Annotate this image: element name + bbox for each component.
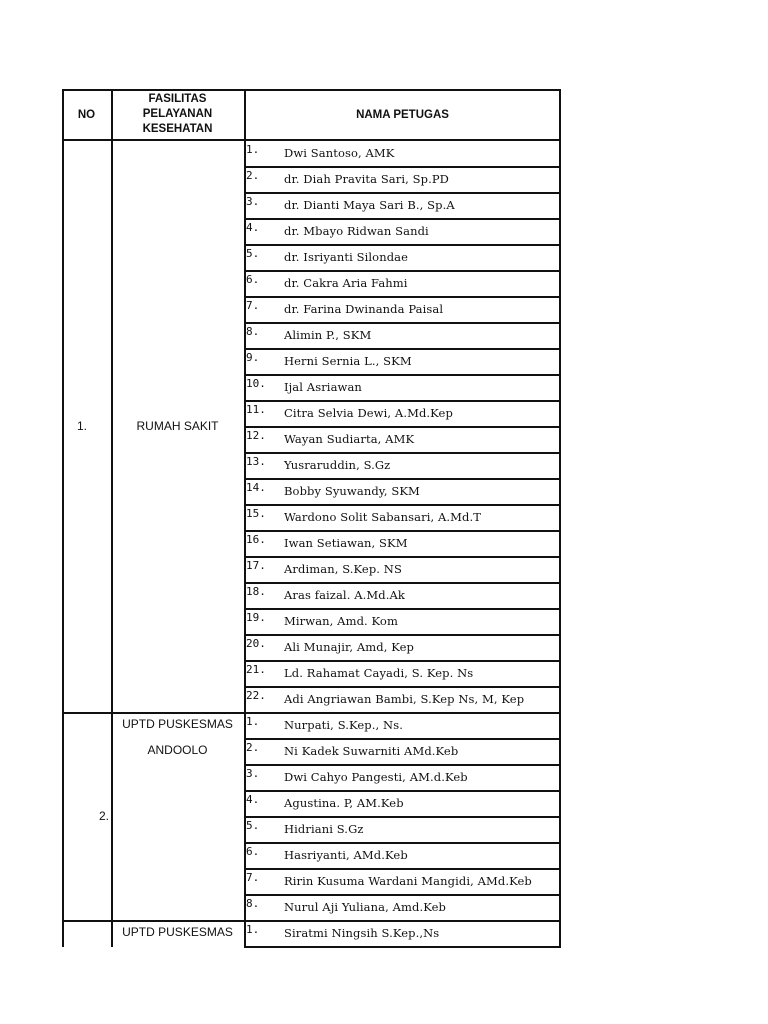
group-number: 1. <box>76 419 87 433</box>
group-divider <box>62 712 561 714</box>
row-divider <box>244 660 561 662</box>
staff-name: Bobby Syuwandy, SKM <box>284 484 420 498</box>
facility-name: UPTD PUSKESMAS <box>122 717 233 731</box>
staff-name: Mirwan, Amd. Kom <box>284 614 398 628</box>
staff-name: dr. Cakra Aria Fahmi <box>284 276 408 290</box>
table-border-top <box>62 89 561 91</box>
row-number: 1. <box>246 715 260 728</box>
row-number: 14. <box>246 481 266 494</box>
staff-name: Siratmi Ningsih S.Kep.,Ns <box>284 926 440 940</box>
row-divider <box>244 452 561 454</box>
staff-name: Ardiman, S.Kep. NS <box>284 562 402 576</box>
row-divider <box>244 478 561 480</box>
facility-name: RUMAH SAKIT <box>136 419 219 433</box>
row-number: 5. <box>246 247 260 260</box>
row-divider <box>244 426 561 428</box>
row-divider <box>244 270 561 272</box>
staff-name: dr. Mbayo Ridwan Sandi <box>284 224 429 238</box>
facility-name: ANDOOLO <box>147 743 208 757</box>
staff-table <box>62 89 561 947</box>
row-number: 7. <box>246 871 260 884</box>
staff-name: Wardono Solit Sabansari, A.Md.T <box>284 510 482 524</box>
staff-name: Aras faizal. A.Md.Ak <box>284 588 405 602</box>
staff-name: dr. Diah Pravita Sari, Sp.PD <box>284 172 449 186</box>
group-number: 2. <box>98 809 109 823</box>
row-number: 9. <box>246 351 260 364</box>
row-divider <box>244 868 561 870</box>
row-divider <box>244 166 561 168</box>
row-divider <box>244 582 561 584</box>
row-number: 1. <box>246 923 260 936</box>
staff-name: Dwi Cahyo Pangesti, AM.d.Keb <box>284 770 468 784</box>
staff-name: Adi Angriawan Bambi, S.Kep Ns, M, Kep <box>284 692 525 706</box>
row-number: 18. <box>246 585 266 598</box>
row-number: 21. <box>246 663 266 676</box>
header-facility: KESEHATAN <box>142 123 213 135</box>
row-divider <box>244 894 561 896</box>
staff-name: Alimin P., SKM <box>284 328 372 342</box>
row-divider <box>244 608 561 610</box>
row-divider <box>244 374 561 376</box>
row-divider <box>244 504 561 506</box>
row-divider <box>244 322 561 324</box>
row-divider <box>244 296 561 298</box>
row-divider <box>244 348 561 350</box>
row-divider <box>244 738 561 740</box>
staff-name: Citra Selvia Dewi, A.Md.Kep <box>284 406 453 420</box>
header-no: NO <box>77 109 96 121</box>
staff-name: Ijal Asriawan <box>284 380 362 394</box>
staff-name: Hasriyanti, AMd.Keb <box>284 848 408 862</box>
row-divider <box>244 400 561 402</box>
row-number: 15. <box>246 507 266 520</box>
row-number: 8. <box>246 325 260 338</box>
staff-name: Nurpati, S.Kep., Ns. <box>284 718 403 732</box>
staff-name: Dwi Santoso, AMK <box>284 146 395 160</box>
staff-name: Ali Munajir, Amd, Kep <box>284 640 414 654</box>
row-number: 10. <box>246 377 266 390</box>
row-divider <box>244 842 561 844</box>
row-divider <box>244 790 561 792</box>
row-number: 3. <box>246 195 260 208</box>
row-divider <box>244 686 561 688</box>
staff-name: Wayan Sudiarta, AMK <box>284 432 415 446</box>
staff-name: dr. Dianti Maya Sari B., Sp.A <box>284 198 455 212</box>
row-number: 7. <box>246 299 260 312</box>
row-divider <box>244 816 561 818</box>
row-number: 11. <box>246 403 266 416</box>
staff-name: Ririn Kusuma Wardani Mangidi, AMd.Keb <box>284 874 532 888</box>
header-facility: PELAYANAN <box>142 108 213 120</box>
column-divider <box>111 89 113 947</box>
staff-name: Ld. Rahamat Cayadi, S. Kep. Ns <box>284 666 474 680</box>
row-divider <box>244 556 561 558</box>
row-divider <box>244 634 561 636</box>
row-number: 6. <box>246 845 260 858</box>
staff-name: Herni Sernia L., SKM <box>284 354 412 368</box>
row-number: 22. <box>246 689 266 702</box>
group-divider <box>62 920 561 922</box>
row-divider <box>244 192 561 194</box>
row-number: 17. <box>246 559 266 572</box>
staff-name: Agustina. P, AM.Keb <box>284 796 404 810</box>
staff-name: Ni Kadek Suwarniti AMd.Keb <box>284 744 459 758</box>
row-number: 4. <box>246 793 260 806</box>
row-number: 12. <box>246 429 266 442</box>
row-divider <box>244 764 561 766</box>
staff-name: Nurul Aji Yuliana, Amd.Keb <box>284 900 446 914</box>
row-number: 16. <box>246 533 266 546</box>
staff-name: Hidriani S.Gz <box>284 822 364 836</box>
header-staff: NAMA PETUGAS <box>356 109 449 121</box>
staff-name: Yusraruddin, S.Gz <box>284 458 391 472</box>
row-number: 19. <box>246 611 266 624</box>
row-number: 20. <box>246 637 266 650</box>
staff-name: Iwan Setiawan, SKM <box>284 536 408 550</box>
row-number: 13. <box>246 455 266 468</box>
header-bottom-border <box>62 139 561 141</box>
staff-name: dr. Isriyanti Silondae <box>284 250 409 264</box>
row-number: 6. <box>246 273 260 286</box>
row-divider <box>244 530 561 532</box>
row-number: 2. <box>246 741 260 754</box>
staff-name: dr. Farina Dwinanda Paisal <box>284 302 444 316</box>
row-number: 8. <box>246 897 260 910</box>
row-number: 1. <box>246 143 260 156</box>
facility-name: UPTD PUSKESMAS <box>122 925 233 939</box>
row-divider <box>244 244 561 246</box>
row-divider <box>244 946 561 948</box>
row-number: 4. <box>246 221 260 234</box>
row-number: 2. <box>246 169 260 182</box>
row-number: 3. <box>246 767 260 780</box>
row-number: 5. <box>246 819 260 832</box>
row-divider <box>244 218 561 220</box>
header-facility: FASILITAS <box>148 93 207 105</box>
